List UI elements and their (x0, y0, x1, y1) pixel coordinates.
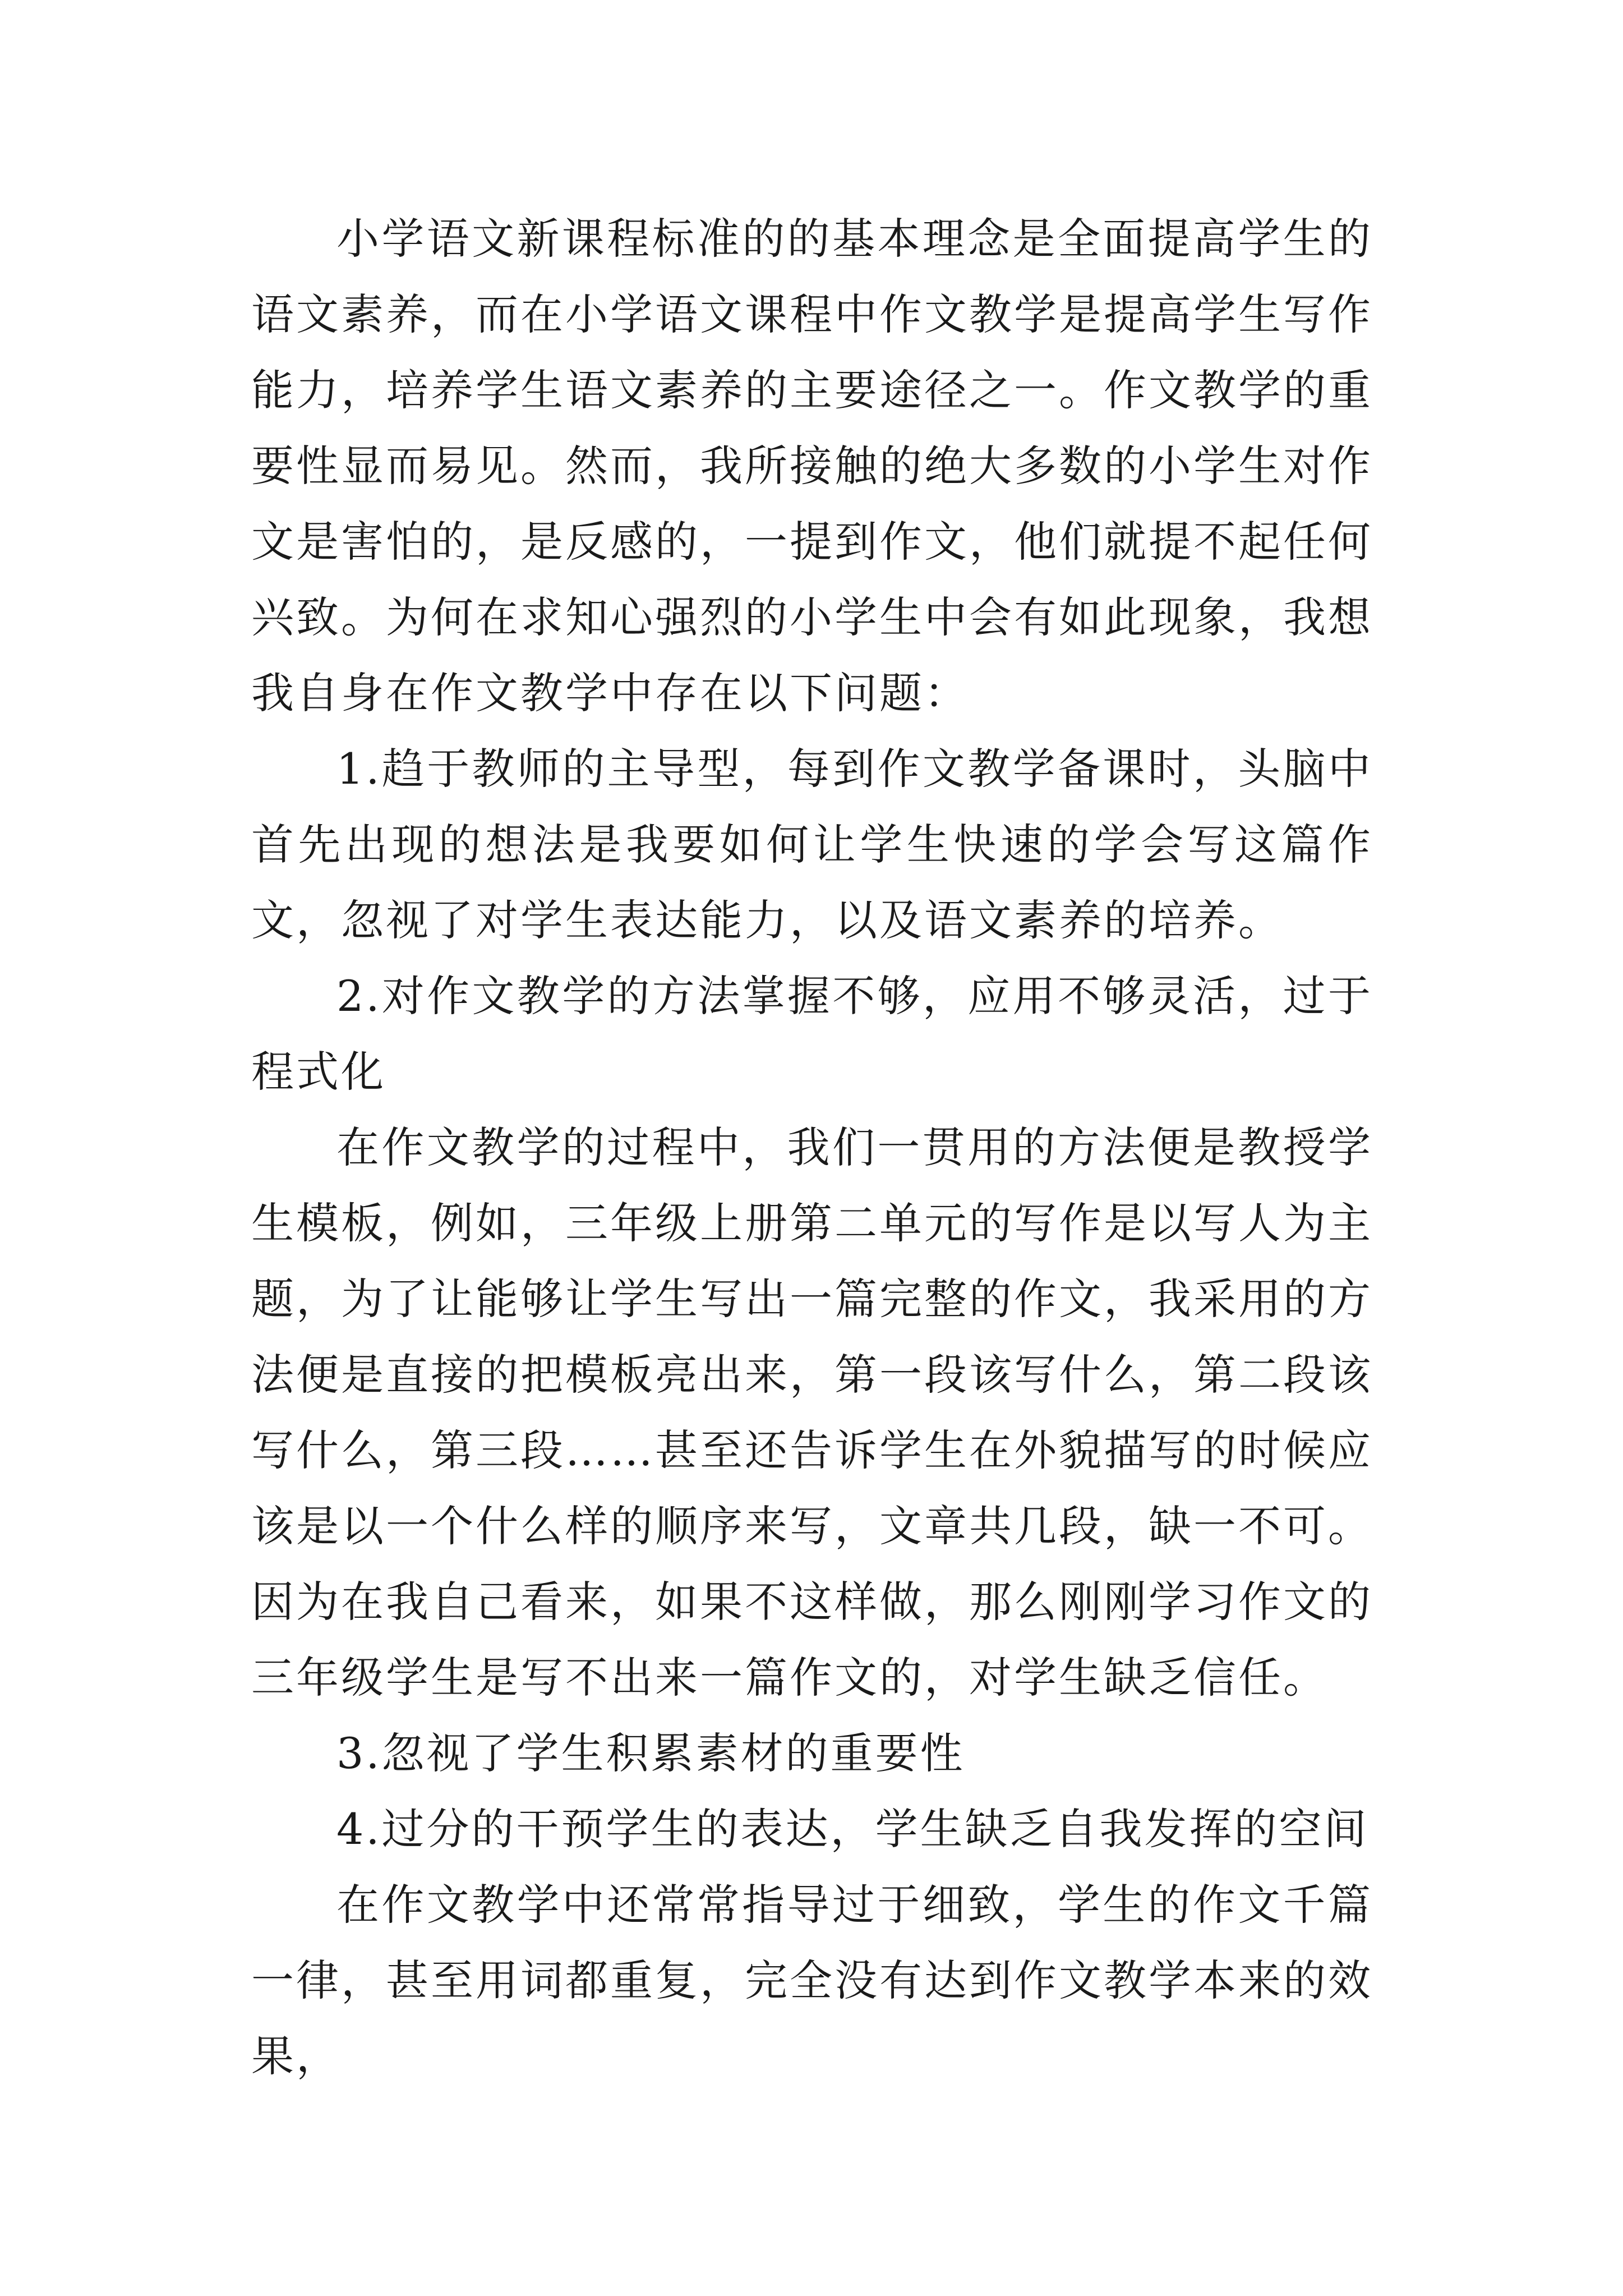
paragraph-item-1: 1.趋于教师的主导型，每到作文教学备课时，头脑中首先出现的想法是我要如何让学生快速的学会写这篇作文，忽视了对学生表达能力，以及语文素养的培养。 (251, 744, 1373, 945)
paragraph-item-4: 4.过分的干预学生的表达，学生缺乏自我发挥的空间 (336, 1804, 1369, 1854)
paragraph-item-2-detail: 在作文教学的过程中，我们一贯用的方法便是教授学生模板，例如，三年级上册第二单元的写作是以写人为主题，为了让能够让学生写出一篇完整的作文，我采用的方法便是直接的把模板亮出来，第一段该写什么，第二段该写什么，第三段……甚至还告诉学生在外貌描写的时候应该是以一个什么样的顺序来写，文章共几段，缺一不可。因为在我自己看来，如果不这样做，那么刚刚学习作文的三年级学生是写不出来一篇作文的，对学生缺乏信任。 (251, 1122, 1373, 1703)
paragraph-item-3: 3.忽视了学生积累素材的重要性 (336, 1728, 965, 1778)
paragraph-intro: 小学语文新课程标准的的基本理念是全面提高学生的语文素养，而在小学语文课程中作文教学是提高学生写作能力，培养学生语文素养的主要途径之一。作文教学的重要性显而易见。然而，我所接触的绝大多数的小学生对作文是害怕的，是反感的，一提到作文，他们就提不起任何兴致。为何在求知心强烈的小学生中会有如此现象，我想我自身在作文教学中存在以下问题： (251, 214, 1373, 718)
paragraph-item-2: 2.对作文教学的方法掌握不够，应用不够灵活，过于程式化 (251, 971, 1373, 1097)
paragraph-item-4-detail: 在作文教学中还常常指导过于细致，学生的作文千篇一律，甚至用词都重复，完全没有达到作文教学本来的效果， (251, 1880, 1373, 2081)
document-body (251, 201, 1373, 2094)
